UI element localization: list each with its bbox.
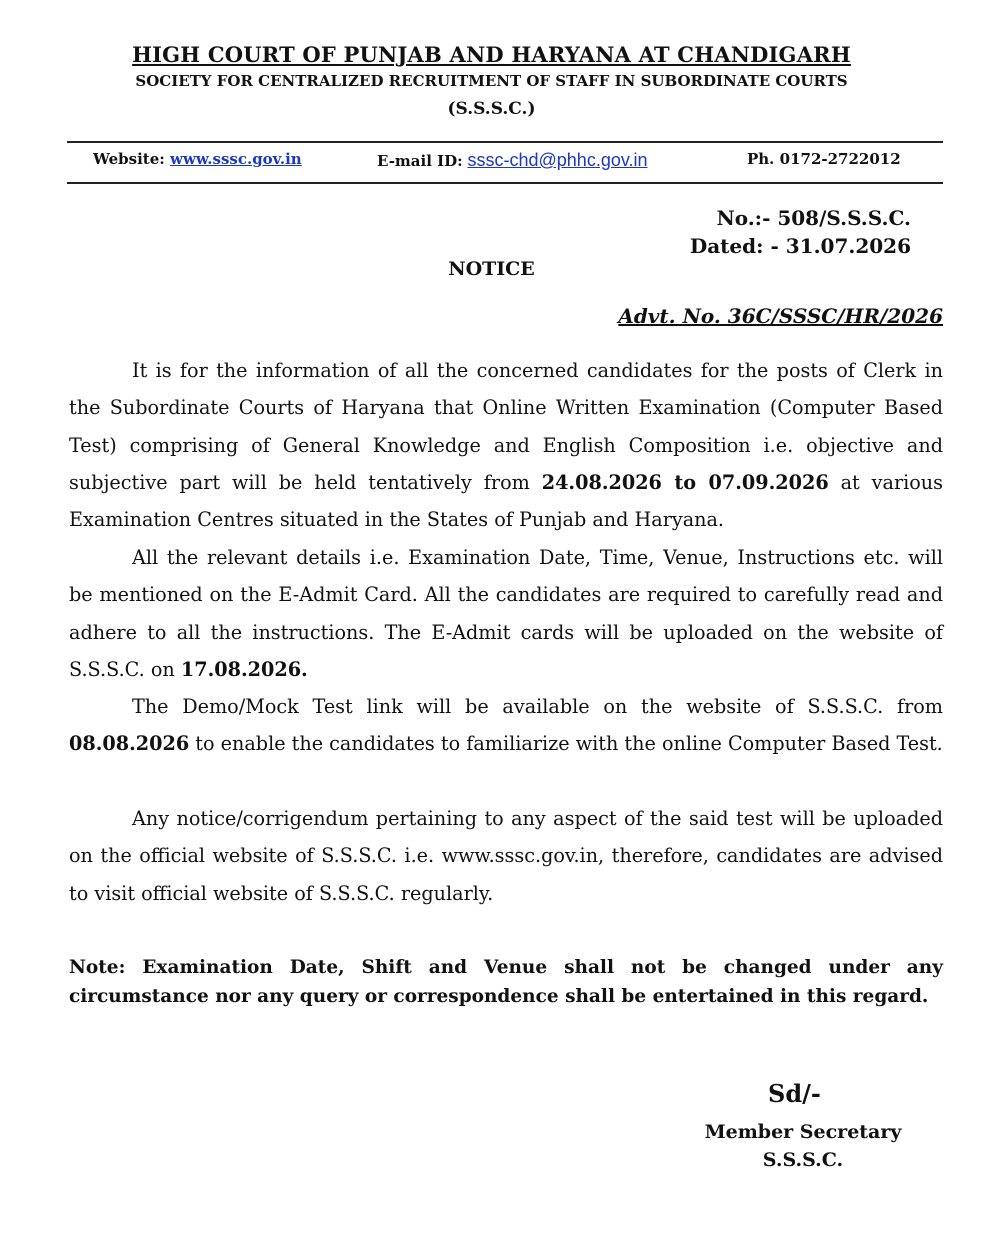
website-link[interactable]: www.sssc.gov.in [170, 150, 302, 168]
signatory-designation: Member Secretary [704, 1121, 902, 1143]
paragraph-mock-test [69, 688, 943, 763]
p3-text-a: The Demo/Mock Test link will be available on the website of S.S.S.C. from [132, 695, 943, 718]
reference-date: Dated: - 31.07.2026 [689, 234, 911, 258]
p3-text-b: to enable the candidates to familiarize with the online Computer Based Test. [189, 732, 943, 756]
email-contact [377, 150, 648, 171]
notice-heading: NOTICE [448, 258, 535, 280]
p1-text-b: at various Examination Centres situated in the States of Punjab and Haryana. [69, 470, 944, 532]
website-label: Website: [93, 150, 165, 168]
p2-admit-date: 17.08.2026. [180, 657, 308, 681]
reference-number: No.:- 508/S.S.S.C. [716, 206, 911, 230]
paragraph-admit-card [69, 539, 943, 688]
society-subtitle: SOCIETY FOR CENTRALIZED RECRUITMENT OF STAFF IN SUBORDINATE COURTS [135, 72, 848, 90]
advertisement-number: Advt. No. 36C/SSSC/HR/2026 [618, 304, 943, 328]
court-title: HIGH COURT OF PUNJAB AND HARYANA AT CHANDIGARH [132, 42, 851, 67]
email-label: E-mail ID: [377, 152, 463, 170]
signatory-block [683, 1118, 923, 1174]
header-divider-bottom [67, 182, 943, 184]
society-abbreviation: (S.S.S.C.) [447, 99, 536, 119]
header-divider-top [67, 141, 943, 143]
signatory-office: S.S.S.C. [762, 1149, 844, 1171]
note-paragraph: Note: Examination Date, Shift and Venue shall not be changed under any circumstance nor any query or correspondence shall be entertained in this regard. [69, 957, 943, 1007]
p1-text-a: It is for the information of all the concerned candidates for the posts of Clerk in the Subordinate Courts of Haryana that Online Written Examination (Computer Based Test) comprising of General Knowledge and English Composition i.e. objective and subjective part will be held tentatively from [69, 359, 943, 494]
email-link[interactable]: sssc-chd@phhc.gov.in [467, 150, 648, 170]
p3-mock-date: 08.08.2026 [69, 732, 190, 756]
p1-exam-dates: 24.08.2026 to 07.09.2026 [541, 470, 829, 494]
website-contact [93, 150, 302, 168]
paragraph-exam-schedule [69, 352, 943, 538]
signature-sd: Sd/- [768, 1079, 821, 1108]
paragraph-corrigendum: Any notice/corrigendum pertaining to any aspect of the said test will be uploaded on the official website of S.S.S.C. i.e. www.sssc.gov.in, therefore, candidates are advised to visit official website of S.S.S.C. regularly. [69, 807, 943, 905]
phone-number: Ph. 0172-2722012 [747, 150, 901, 168]
reference-block [690, 204, 911, 260]
p2-text-a: All the relevant details i.e. Examination Date, Time, Venue, Instructions etc. will be mentioned on the E-Admit Card. All the candidates are required to carefully read and adhere to all the instructions. The E-Admit cards will be uploaded on the website of S.S.S.C. on [69, 546, 943, 681]
